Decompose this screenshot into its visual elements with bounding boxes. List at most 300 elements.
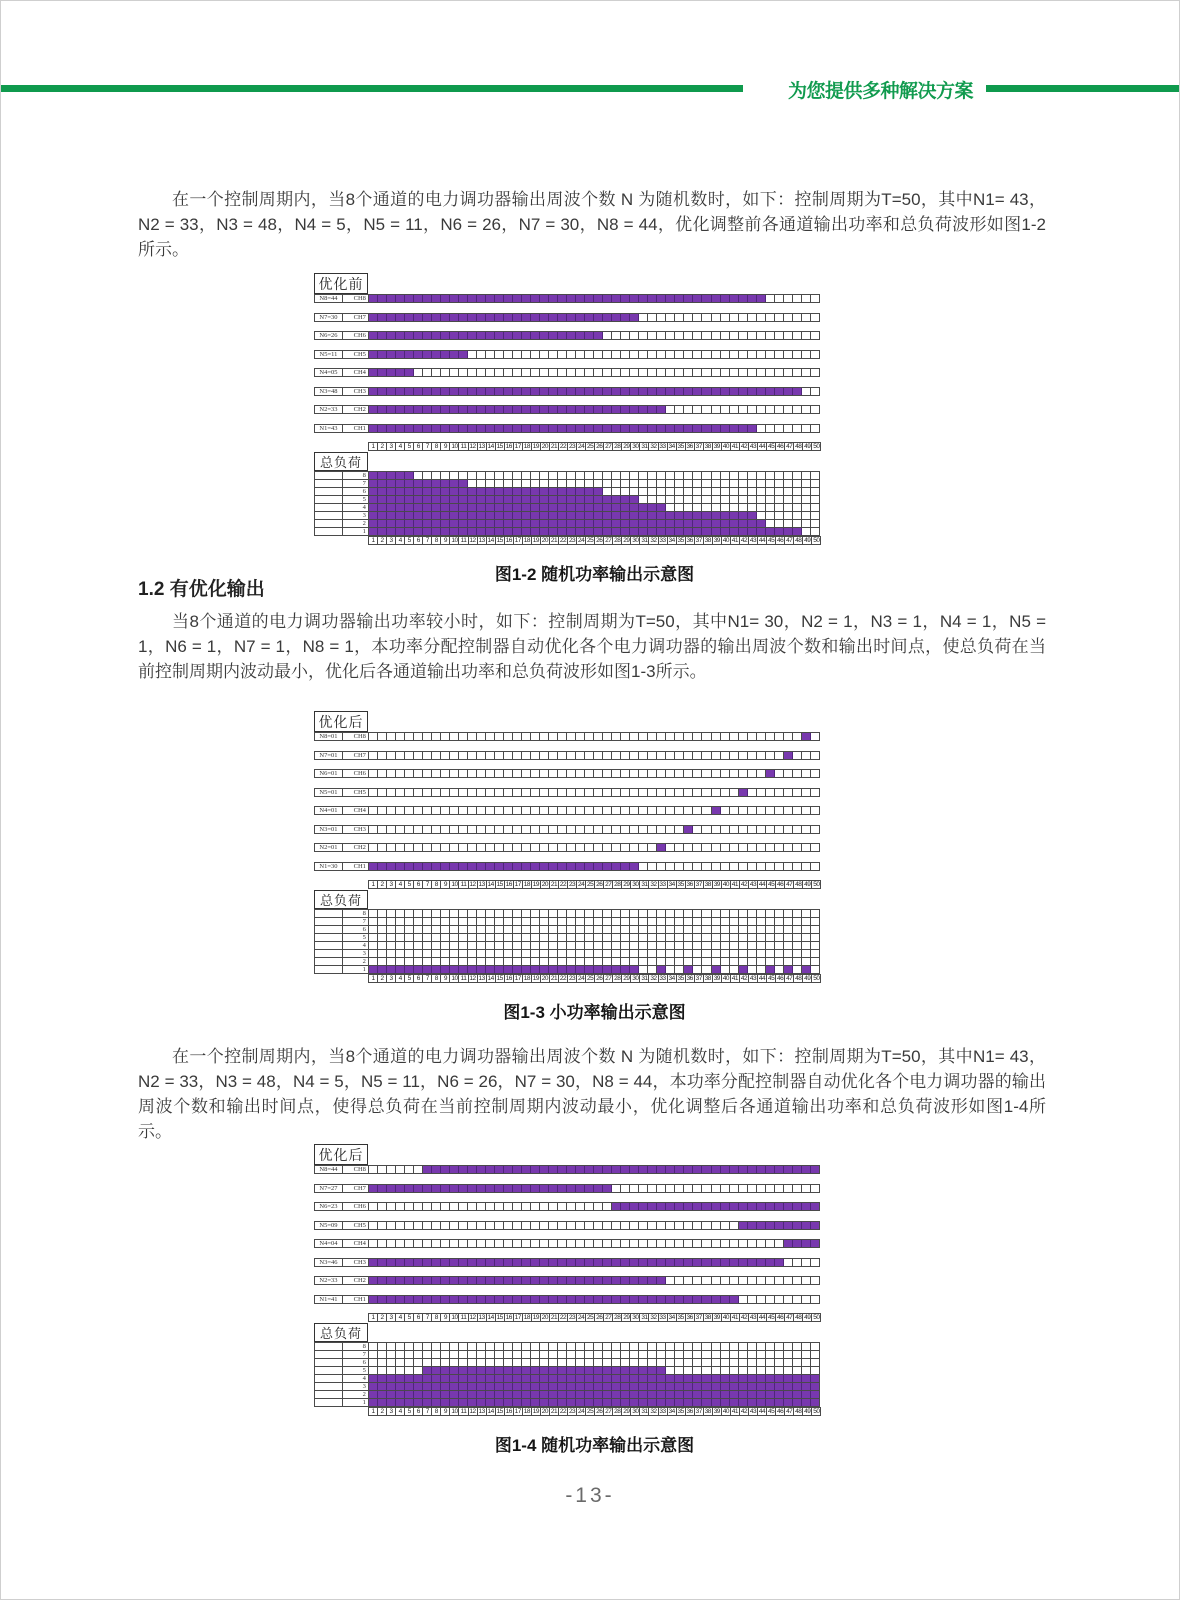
grid-cell xyxy=(630,1296,639,1303)
grid-cell xyxy=(784,295,793,302)
grid-cell xyxy=(702,1343,711,1350)
grid-cell xyxy=(639,406,648,413)
grid-cell xyxy=(414,504,423,511)
grid-cell xyxy=(369,1399,378,1406)
grid-cell xyxy=(423,942,432,949)
grid-cell xyxy=(378,488,387,495)
grid-cell xyxy=(639,1375,648,1382)
grid-cell xyxy=(775,1375,784,1382)
grid-cell xyxy=(675,1383,684,1390)
grid-cell xyxy=(648,910,657,917)
grid-cell xyxy=(748,528,757,535)
grid-cell xyxy=(369,406,378,413)
grid-cell xyxy=(504,314,513,321)
grid-cell xyxy=(504,863,513,870)
grid-cell xyxy=(684,1399,693,1406)
grid-cell xyxy=(414,472,423,479)
grid-cell xyxy=(576,807,585,814)
grid-cell xyxy=(739,1296,748,1303)
time-tick: 39 xyxy=(713,443,720,450)
grid-cell xyxy=(648,770,657,777)
grid-cell xyxy=(468,733,477,740)
grid-cell xyxy=(748,369,757,376)
grid-cell xyxy=(468,1277,477,1284)
time-tick: 20 xyxy=(541,443,549,450)
grid-cell xyxy=(702,369,711,376)
grid-cell xyxy=(468,351,477,358)
grid-cell xyxy=(576,966,585,973)
time-tick: 15 xyxy=(496,881,503,888)
grid-cell xyxy=(531,1343,540,1350)
grid-cell xyxy=(648,934,657,941)
grid-cell xyxy=(459,918,468,925)
grid-cell xyxy=(540,1391,549,1398)
time-tick: 44 xyxy=(758,975,766,982)
grid-cell xyxy=(639,1367,648,1374)
time-tick: 7 xyxy=(423,1408,432,1415)
grid-cell xyxy=(504,406,513,413)
time-tick: 24 xyxy=(577,1314,585,1321)
grid-cell xyxy=(612,918,621,925)
grid-cell xyxy=(387,1359,396,1366)
grid-cell xyxy=(369,733,378,740)
time-tick: 16 xyxy=(505,537,512,544)
grid-cell xyxy=(522,388,531,395)
grid-cell xyxy=(784,496,793,503)
grid-cell xyxy=(504,789,513,796)
grid-cell xyxy=(811,910,819,917)
grid-cell xyxy=(540,1343,549,1350)
grid-cell xyxy=(675,958,684,965)
grid-cell xyxy=(802,332,811,339)
grid-cell xyxy=(414,1277,423,1284)
grid-cell xyxy=(603,950,612,957)
grid-cell xyxy=(495,1391,504,1398)
grid-cell xyxy=(757,425,766,432)
grid-cell xyxy=(468,314,477,321)
grid-cell xyxy=(414,807,423,814)
grid-cell xyxy=(396,480,405,487)
grid-cell xyxy=(414,1367,423,1374)
grid-cell xyxy=(666,1383,675,1390)
time-tick: 43 xyxy=(749,1408,757,1415)
grid-cell xyxy=(540,1296,549,1303)
time-tick: 5 xyxy=(405,881,414,888)
grid-cell xyxy=(766,789,775,796)
time-tick: 32 xyxy=(650,443,657,450)
channel-n-label: N6=01 xyxy=(314,769,343,778)
grid-cell xyxy=(712,863,721,870)
grid-cell xyxy=(639,504,648,511)
grid-cell xyxy=(757,1277,766,1284)
grid-cell xyxy=(558,1391,567,1398)
channel-row xyxy=(314,1239,820,1248)
channel-name-label: CH2 xyxy=(342,1276,369,1285)
grid-cell xyxy=(693,958,702,965)
grid-cell xyxy=(675,480,684,487)
time-tick: 13 xyxy=(478,1314,485,1321)
grid-cell xyxy=(567,1399,576,1406)
grid-cell xyxy=(712,369,721,376)
grid-cell xyxy=(495,1240,504,1247)
grid-cell xyxy=(811,1359,819,1366)
time-tick: 2 xyxy=(378,537,387,544)
grid-cell xyxy=(567,1259,576,1266)
grid-cell xyxy=(684,918,693,925)
grid-cell xyxy=(432,934,441,941)
time-tick: 46 xyxy=(777,1408,784,1415)
grid-cell xyxy=(802,942,811,949)
grid-cell xyxy=(793,733,802,740)
grid-cell xyxy=(504,950,513,957)
grid-cell xyxy=(486,295,495,302)
grid-cell xyxy=(757,826,766,833)
grid-cell xyxy=(657,826,666,833)
grid-cell xyxy=(423,966,432,973)
grid-cell xyxy=(757,1391,766,1398)
time-tick: 31 xyxy=(641,1408,648,1415)
grid-cell xyxy=(504,472,513,479)
grid-cell xyxy=(811,789,819,796)
channel-n-label: N6=23 xyxy=(314,1202,343,1211)
grid-cell xyxy=(369,520,378,527)
grid-cell xyxy=(477,752,486,759)
grid-cell xyxy=(766,1391,775,1398)
grid-cell xyxy=(757,950,766,957)
grid-cell xyxy=(666,1367,675,1374)
grid-cell xyxy=(657,918,666,925)
grid-cell xyxy=(558,826,567,833)
grid-cell xyxy=(396,1359,405,1366)
grid-cell xyxy=(666,863,675,870)
grid-cell xyxy=(459,733,468,740)
grid-cell xyxy=(450,926,459,933)
channel-name-label: CH6 xyxy=(342,331,369,340)
grid-cell xyxy=(495,388,504,395)
grid-cell xyxy=(405,512,414,519)
grid-cell xyxy=(522,1359,531,1366)
grid-cell xyxy=(585,789,594,796)
grid-cell xyxy=(639,1359,648,1366)
grid-cell xyxy=(721,480,730,487)
grid-cell xyxy=(387,918,396,925)
time-tick: 1 xyxy=(369,881,378,888)
grid-cell xyxy=(576,863,585,870)
grid-cell xyxy=(387,826,396,833)
grid-cell xyxy=(766,520,775,527)
grid-cell xyxy=(585,1203,594,1210)
grid-cell xyxy=(441,1185,450,1192)
grid-cell xyxy=(567,1343,576,1350)
load-level-label: 1 xyxy=(342,1398,369,1407)
grid-cell xyxy=(739,789,748,796)
grid-cell xyxy=(730,789,739,796)
grid-cell xyxy=(414,351,423,358)
grid-cell xyxy=(630,520,639,527)
time-tick: 30 xyxy=(632,975,639,982)
grid-cell xyxy=(378,910,387,917)
grid-cell xyxy=(693,1259,702,1266)
grid-cell xyxy=(495,1259,504,1266)
grid-cell xyxy=(549,512,558,519)
time-tick: 27 xyxy=(605,537,612,544)
channel-n-label: N2=33 xyxy=(314,1276,343,1285)
grid-cell xyxy=(423,425,432,432)
grid-cell xyxy=(513,488,522,495)
grid-cell xyxy=(549,926,558,933)
grid-cell xyxy=(486,480,495,487)
grid-cell xyxy=(684,512,693,519)
grid-cell xyxy=(387,1166,396,1173)
grid-cell xyxy=(666,789,675,796)
grid-cell xyxy=(730,351,739,358)
grid-cell xyxy=(522,1203,531,1210)
grid-cell xyxy=(666,926,675,933)
load-level-label: 6 xyxy=(342,487,369,496)
grid-cell xyxy=(522,488,531,495)
grid-cell xyxy=(450,1351,459,1358)
time-tick: 17 xyxy=(514,443,521,450)
time-tick: 9 xyxy=(441,881,450,888)
channel-n-label: N4=01 xyxy=(314,806,343,815)
grid-cell xyxy=(504,966,513,973)
time-tick: 35 xyxy=(677,881,684,888)
grid-cell xyxy=(495,966,504,973)
grid-cell xyxy=(459,1259,468,1266)
time-tick: 36 xyxy=(686,443,693,450)
grid-cell xyxy=(423,950,432,957)
grid-cell xyxy=(387,406,396,413)
time-tick: 16 xyxy=(505,1408,512,1415)
grid-cell xyxy=(369,1367,378,1374)
grid-cell xyxy=(721,934,730,941)
channel-n-label: N8=44 xyxy=(314,294,343,303)
grid-cell xyxy=(531,1375,540,1382)
grid-cell xyxy=(369,488,378,495)
grid-cell xyxy=(585,1166,594,1173)
grid-cell xyxy=(630,1367,639,1374)
grid-cell xyxy=(639,332,648,339)
grid-cell xyxy=(441,512,450,519)
time-tick: 43 xyxy=(749,537,757,544)
grid-cell xyxy=(477,332,486,339)
grid-cell xyxy=(486,863,495,870)
time-tick: 17 xyxy=(514,975,521,982)
grid-cell xyxy=(495,789,504,796)
grid-cell xyxy=(630,504,639,511)
grid-cell xyxy=(739,295,748,302)
grid-cell xyxy=(423,918,432,925)
grid-cell xyxy=(784,910,793,917)
time-tick: 11 xyxy=(459,1408,468,1415)
grid-cell xyxy=(495,528,504,535)
grid-cell xyxy=(405,910,414,917)
grid-cell xyxy=(387,807,396,814)
grid-cell xyxy=(721,1383,730,1390)
grid-cell xyxy=(693,910,702,917)
grid-cell xyxy=(721,472,730,479)
cell-strip xyxy=(368,732,820,741)
grid-cell xyxy=(477,314,486,321)
grid-cell xyxy=(369,826,378,833)
grid-cell xyxy=(712,332,721,339)
grid-cell xyxy=(522,504,531,511)
grid-cell xyxy=(748,1399,757,1406)
grid-cell xyxy=(693,1222,702,1229)
time-tick: 2 xyxy=(378,1408,387,1415)
grid-cell xyxy=(639,918,648,925)
grid-cell xyxy=(693,1367,702,1374)
grid-cell xyxy=(576,1359,585,1366)
grid-cell xyxy=(423,1296,432,1303)
grid-cell xyxy=(495,406,504,413)
grid-cell xyxy=(441,425,450,432)
grid-cell xyxy=(396,1343,405,1350)
grid-cell xyxy=(468,1351,477,1358)
grid-cell xyxy=(648,1277,657,1284)
grid-cell xyxy=(423,520,432,527)
channel-name-label: CH4 xyxy=(342,368,369,377)
grid-cell xyxy=(486,1367,495,1374)
grid-cell xyxy=(648,472,657,479)
grid-cell xyxy=(730,1399,739,1406)
grid-cell xyxy=(450,295,459,302)
grid-cell xyxy=(585,351,594,358)
time-tick: 16 xyxy=(505,443,512,450)
grid-cell xyxy=(594,918,603,925)
grid-cell xyxy=(423,1391,432,1398)
grid-cell xyxy=(423,733,432,740)
grid-cell xyxy=(675,351,684,358)
grid-cell xyxy=(549,863,558,870)
grid-cell xyxy=(594,1222,603,1229)
grid-cell xyxy=(405,480,414,487)
time-tick: 44 xyxy=(758,1408,766,1415)
grid-cell xyxy=(612,966,621,973)
grid-cell xyxy=(396,1203,405,1210)
grid-cell xyxy=(549,1375,558,1382)
grid-cell xyxy=(405,488,414,495)
grid-cell xyxy=(702,966,711,973)
grid-cell xyxy=(621,488,630,495)
grid-cell xyxy=(666,314,675,321)
grid-cell xyxy=(811,733,819,740)
grid-cell xyxy=(811,488,819,495)
grid-cell xyxy=(513,926,522,933)
grid-cell xyxy=(441,1367,450,1374)
grid-cell xyxy=(567,826,576,833)
time-tick: 3 xyxy=(387,975,396,982)
grid-cell xyxy=(387,472,396,479)
grid-cell xyxy=(558,1277,567,1284)
grid-cell xyxy=(369,926,378,933)
grid-cell xyxy=(648,1391,657,1398)
grid-cell xyxy=(775,351,784,358)
grid-cell xyxy=(486,388,495,395)
grid-cell xyxy=(730,1222,739,1229)
grid-cell xyxy=(504,934,513,941)
time-tick: 38 xyxy=(704,537,711,544)
grid-cell xyxy=(369,1259,378,1266)
grid-cell xyxy=(486,934,495,941)
grid-cell xyxy=(450,1375,459,1382)
grid-cell xyxy=(414,520,423,527)
grid-cell xyxy=(387,512,396,519)
grid-cell xyxy=(603,1391,612,1398)
time-tick: 30 xyxy=(632,537,639,544)
grid-cell xyxy=(721,1222,730,1229)
grid-cell xyxy=(477,1277,486,1284)
grid-cell xyxy=(369,966,378,973)
figure-1-2 xyxy=(314,271,820,585)
grid-cell xyxy=(369,425,378,432)
grid-cell xyxy=(441,496,450,503)
grid-cell xyxy=(432,733,441,740)
grid-cell xyxy=(748,388,757,395)
grid-cell xyxy=(585,918,594,925)
grid-cell xyxy=(387,1367,396,1374)
grid-cell xyxy=(693,1185,702,1192)
grid-cell xyxy=(576,770,585,777)
grid-cell xyxy=(775,934,784,941)
grid-cell xyxy=(558,488,567,495)
time-tick: 22 xyxy=(559,1314,567,1321)
grid-cell xyxy=(775,1166,784,1173)
grid-cell xyxy=(405,504,414,511)
grid-cell xyxy=(423,807,432,814)
grid-cell xyxy=(666,958,675,965)
grid-cell xyxy=(702,332,711,339)
grid-cell xyxy=(757,369,766,376)
time-tick: 4 xyxy=(396,975,405,982)
grid-cell xyxy=(522,314,531,321)
grid-cell xyxy=(603,1367,612,1374)
grid-cell xyxy=(784,1391,793,1398)
grid-cell xyxy=(549,295,558,302)
grid-cell xyxy=(675,1240,684,1247)
grid-cell xyxy=(414,1259,423,1266)
grid-cell xyxy=(621,934,630,941)
grid-cell xyxy=(603,966,612,973)
grid-cell xyxy=(621,425,630,432)
grid-cell xyxy=(396,1383,405,1390)
grid-cell xyxy=(585,512,594,519)
grid-cell xyxy=(531,425,540,432)
grid-cell xyxy=(684,926,693,933)
grid-cell xyxy=(387,425,396,432)
grid-cell xyxy=(576,520,585,527)
grid-cell xyxy=(811,369,819,376)
grid-cell xyxy=(712,496,721,503)
grid-cell xyxy=(432,1383,441,1390)
grid-cell xyxy=(513,520,522,527)
time-tick: 21 xyxy=(550,1314,558,1321)
grid-cell xyxy=(784,425,793,432)
channel-row xyxy=(314,843,820,852)
time-tick: 19 xyxy=(532,1314,539,1321)
grid-cell xyxy=(540,934,549,941)
grid-cell xyxy=(423,826,432,833)
grid-cell xyxy=(531,844,540,851)
grid-cell xyxy=(540,1259,549,1266)
time-tick: 35 xyxy=(677,1314,684,1321)
grid-cell xyxy=(639,425,648,432)
grid-cell xyxy=(603,1375,612,1382)
grid-cell xyxy=(594,512,603,519)
grid-cell xyxy=(576,406,585,413)
time-tick: 23 xyxy=(568,881,576,888)
grid-cell xyxy=(748,807,757,814)
